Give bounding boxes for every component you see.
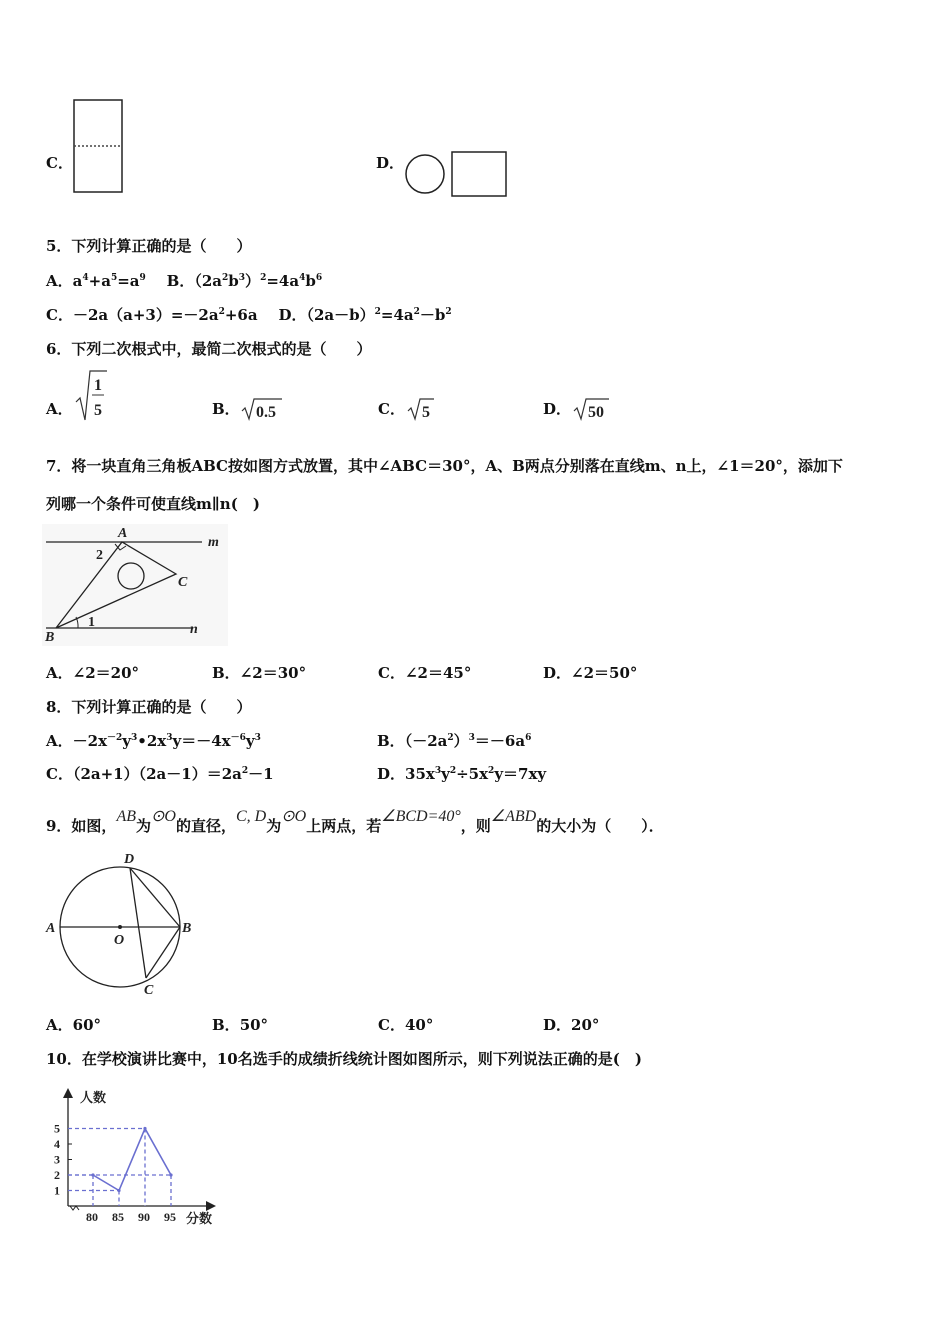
label-a: A bbox=[46, 921, 56, 936]
q5-option-a[interactable]: A．$a^4+a^5=a^9$ bbox=[46, 272, 146, 290]
label-a: A bbox=[118, 526, 128, 541]
y-tick-label: 4 bbox=[54, 1137, 60, 1151]
q9-option-c[interactable]: C．40° bbox=[378, 1016, 434, 1034]
q8-option-d[interactable]: D．$35x^3y^2\div 5x^2y=7xy$ bbox=[377, 765, 547, 783]
q6-option-a-label[interactable]: A． bbox=[46, 400, 73, 418]
q8-option-b[interactable]: B．$(-2a^2)^3=-6a^6$ bbox=[377, 732, 532, 750]
q6-a-denominator: 5 bbox=[94, 402, 102, 419]
q10-line-chart bbox=[40, 1080, 230, 1230]
label-m: m bbox=[208, 535, 219, 550]
q6-option-a-radical bbox=[74, 368, 108, 424]
y-tick-label: 2 bbox=[54, 1168, 60, 1182]
data-point bbox=[91, 1173, 94, 1176]
x-tick-label: 90 bbox=[138, 1210, 150, 1224]
label-b: B bbox=[45, 630, 55, 645]
x-tick-label: 95 bbox=[164, 1210, 176, 1224]
q9-figure bbox=[42, 848, 202, 998]
q6-b-radicand: 0.5 bbox=[256, 404, 276, 421]
x-axis-arrow bbox=[206, 1201, 216, 1211]
label-c: C bbox=[178, 575, 188, 590]
data-point bbox=[143, 1127, 146, 1130]
label-b: B bbox=[182, 921, 192, 936]
x-axis-label: 分数 bbox=[186, 1211, 213, 1226]
q7-option-c[interactable]: C．∠2＝45° bbox=[378, 664, 472, 682]
q4-option-c-label[interactable]: C． bbox=[46, 154, 73, 172]
q4-option-d-label[interactable]: D． bbox=[376, 154, 405, 172]
label-o: O bbox=[114, 933, 125, 948]
q7-option-b[interactable]: B．∠2＝30° bbox=[212, 664, 307, 682]
q6-stem: 6．下列二次根式中，最简二次根式的是（ ） bbox=[46, 340, 372, 358]
label-angle-2: 2 bbox=[96, 548, 103, 563]
y-tick-label: 3 bbox=[54, 1152, 60, 1167]
q7-option-a[interactable]: A．∠2＝20° bbox=[46, 664, 140, 682]
q4-option-c-figure bbox=[70, 96, 126, 196]
q10-stem: 10．在学校演讲比赛中，10名选手的成绩折线统计图如图所示，则下列说法正确的是( ) bbox=[46, 1050, 642, 1068]
q8-option-c[interactable]: C．$(2a+1)(2a-1)=2a^2-1$ bbox=[46, 765, 274, 783]
x-tick-label: 85 bbox=[112, 1210, 124, 1224]
y-tick-label: 1 bbox=[54, 1183, 60, 1198]
q6-option-d-label[interactable]: D． bbox=[543, 400, 572, 418]
q6-option-c-radical bbox=[406, 396, 436, 422]
label-n: n bbox=[190, 622, 198, 637]
q6-option-d-radical bbox=[572, 396, 612, 422]
y-axis-label: 人数 bbox=[80, 1090, 107, 1105]
q6-option-c-label[interactable]: C． bbox=[378, 400, 405, 418]
q9-option-a[interactable]: A．60° bbox=[46, 1016, 102, 1034]
label-c: C bbox=[144, 983, 154, 998]
label-d: D bbox=[124, 852, 135, 867]
q7-option-d[interactable]: D．∠2＝50° bbox=[543, 664, 638, 682]
q7-figure bbox=[42, 524, 228, 646]
q5-option-b[interactable]: B．$(2a^2b^3)^2=4a^4b^6$ bbox=[166, 272, 323, 290]
label-angle-1: 1 bbox=[88, 615, 95, 630]
q5-option-c[interactable]: C．$-2a(a+3)=-2a^2+6a$ bbox=[46, 306, 258, 324]
q8-option-a[interactable]: A．$-2x^{-2}y^3•2x^3y=-4x^{-6}y^3$ bbox=[46, 732, 261, 750]
y-tick-label: 5 bbox=[54, 1121, 60, 1136]
q6-d-radicand: 50 bbox=[588, 404, 604, 421]
q6-option-b-radical bbox=[240, 396, 284, 422]
q4-option-d-figure bbox=[402, 148, 512, 200]
q8-stem: 8．下列计算正确的是（ ） bbox=[46, 698, 252, 716]
q7-stem-line2: 列哪一个条件可使直线m∥n( ) bbox=[46, 495, 260, 513]
x-tick-label: 80 bbox=[86, 1210, 98, 1224]
y-axis-arrow bbox=[63, 1088, 73, 1098]
q7-stem-line1: 7．将一块直角三角板ABC按如图方式放置，其中∠ABC＝30°，A、B两点分别落在直线m、n上，∠1＝20°，添加下 bbox=[46, 457, 843, 475]
series-line bbox=[93, 1129, 171, 1191]
q6-option-b-label[interactable]: B． bbox=[212, 400, 240, 418]
q9-stem: 9．如图，AB为⊙O的直径，C, D为⊙O上两点，若∠BCD=40°，则∠ABD的大小为（ ）． bbox=[46, 808, 664, 835]
q5-row1 bbox=[46, 270, 322, 291]
data-point bbox=[117, 1189, 120, 1192]
q5-option-d[interactable]: D．$(2a-b)^2=4a^2-b^2$ bbox=[278, 306, 452, 324]
q6-a-numerator: 1 bbox=[94, 377, 102, 394]
q9-option-b[interactable]: B．50° bbox=[212, 1016, 269, 1034]
q5-row2 bbox=[46, 304, 452, 325]
q9-option-d[interactable]: D．20° bbox=[543, 1016, 600, 1034]
q5-stem: 5．下列计算正确的是（ ） bbox=[46, 237, 252, 255]
q6-c-radicand: 5 bbox=[422, 404, 430, 421]
data-point bbox=[169, 1173, 172, 1176]
